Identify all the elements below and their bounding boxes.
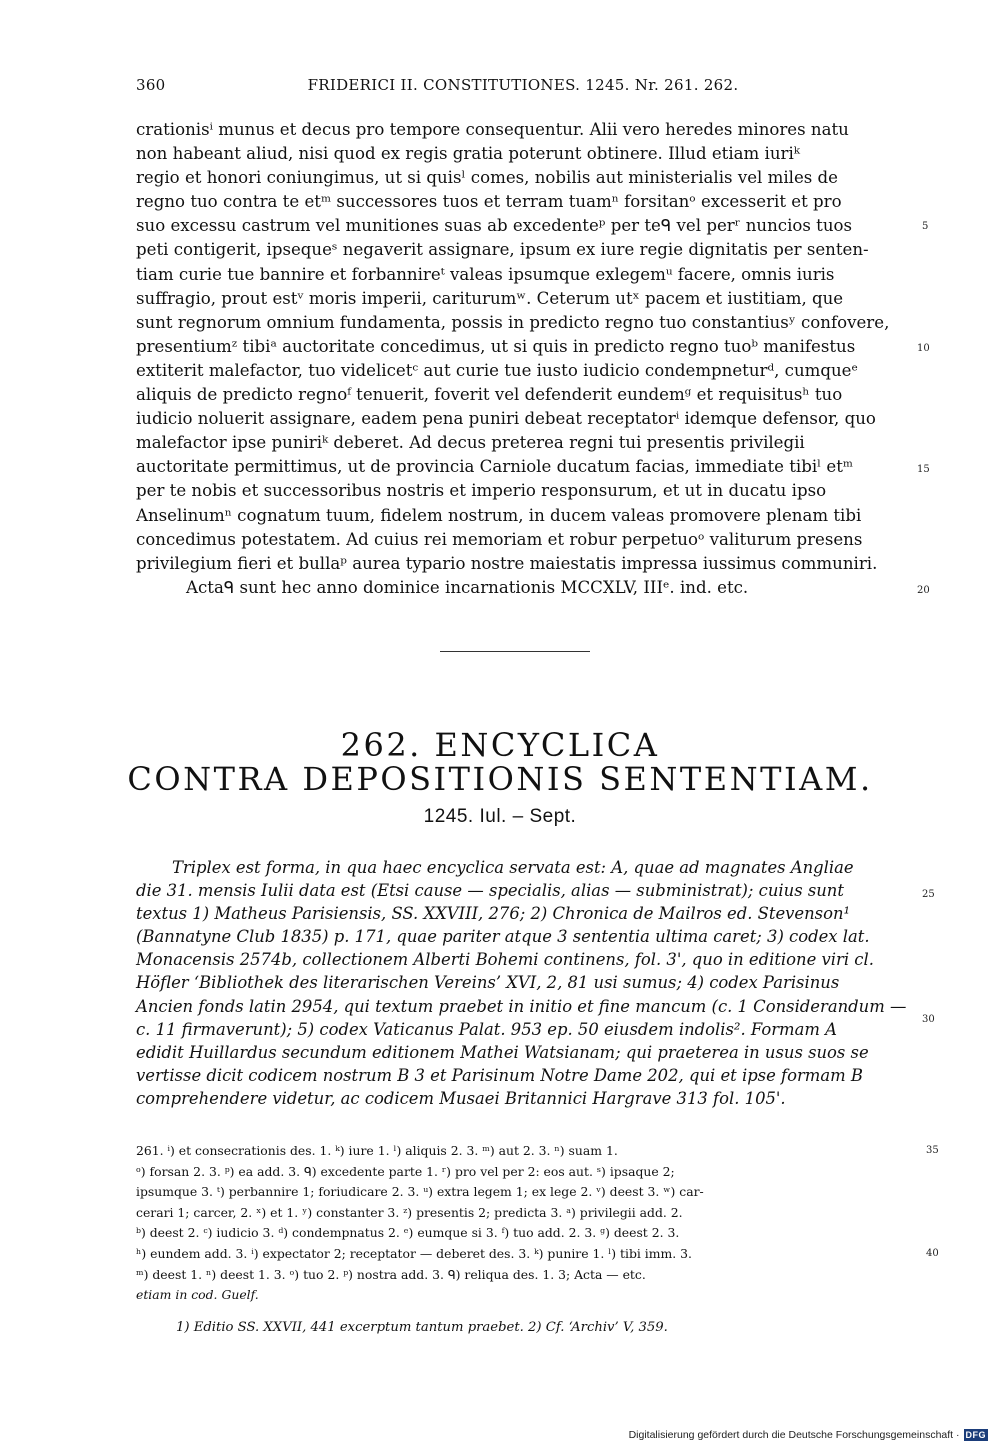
main-text (136, 118, 910, 600)
section-title: 262. ENCYCLICA (340, 726, 660, 764)
intro-line: textus 1) Matheus Parisiensis, SS. XXVIII, 276; 2) Chronica de Mailros ed. Stevenson¹ (136, 904, 851, 924)
text-line: sunt regnorum omnium fundamenta, possis in predicto regno tuo constantiusʸ confovere, (136, 312, 890, 332)
text-line: aliquis de predicto regnoᶠ tenuerit, foverit vel defenderit eundemᵍ et requisitusʰ tuo (136, 385, 843, 405)
critical-apparatus (136, 1141, 916, 1306)
text-line: peti contigerit, ipsequeˢ negaverit assignare, ipsum ex iure regie dignitatis per senten- (136, 240, 869, 260)
text-line: presentiumᶻ tibiᵃ auctoritate concedimus, ut si quis in predicto regno tuoᵇ manifestus (136, 336, 856, 356)
intro-line: comprehendere videtur, ac codicem Musaei Britannici Hargrave 313 fol. 105'. (136, 1088, 786, 1108)
page-number: 360 (136, 76, 166, 94)
text-line: malefactor ipse puniriᵏ deberet. Ad decus preterea regni tui presentis privilegii (136, 433, 805, 453)
apparatus-line: ᵒ) forsan 2. 3. ᵖ) ea add. 3. ᑫ) excedente parte 1. ʳ) pro vel per 2: eos aut. ˢ) ipsaque 2; (136, 1163, 675, 1179)
text-line: Actaᑫ sunt hec anno dominice incarnationis MCCXLV, IIIᵉ. ind. etc. (186, 577, 749, 597)
footnotes: 1) Editio SS. XXVII, 441 excerptum tantum praebet. 2) Cf. ‘Archiv’ V, 359. (176, 1320, 668, 1335)
apparatus-line: cerari 1; carcer, 2. ˣ) et 1. ʸ) constanter 3. ᶻ) presentis 2; predicta 3. ᵃ) privilegii add. 2. (136, 1204, 683, 1220)
intro-line: Monacensis 2574b, collectionem Alberti Bohemi continens, fol. 3', quo in editione viri cl. (136, 950, 874, 970)
line-number: 40 (926, 1248, 939, 1259)
line-number: 15 (917, 464, 930, 475)
line-number: 35 (926, 1145, 939, 1156)
intro-line: Ancien fonds latin 2954, qui textum praebet in initio et fine mancum (c. 1 Considerandum — (136, 996, 907, 1016)
apparatus-line: ʰ) eundem add. 3. ⁱ) expectator 2; receptator — deberet des. 3. ᵏ) punire 1. ˡ) tibi imm. 3. (136, 1245, 692, 1261)
intro-paragraph (136, 856, 910, 1110)
apparatus-line: 261. ⁱ) et consecrationis des. 1. ᵏ) iure 1. ˡ) aliquis 2. 3. ᵐ) aut 2. 3. ⁿ) suam 1. (136, 1143, 618, 1158)
line-number: 30 (922, 1014, 935, 1025)
section-date: 1245. Iul. – Sept. (423, 806, 577, 827)
text-line: concedimus potestatem. Ad cuius rei memoriam et robur perpetuoᵒ valiturum presens (136, 529, 863, 549)
line-number: 5 (922, 221, 929, 232)
text-line: Anselinumⁿ cognatum tuum, fidelem nostrum, in ducem valeas promovere plenam tibi (136, 505, 862, 525)
apparatus-line: ᵇ) deest 2. ᶜ) iudicio 3. ᵈ) condempnatus 2. ᵉ) eumque si 3. ᶠ) tuo add. 2. 3. ᵍ) deest 2. 3. (136, 1225, 680, 1241)
intro-line: (Bannatyne Club 1835) p. 171, quae pariter atque 3 sententia ultima caret; 3) codex lat. (136, 927, 870, 947)
intro-line: vertisse dicit codicem nostrum B 3 et Parisinum Notre Dame 202, qui et ipse formam B (136, 1065, 863, 1085)
dfg-logo: DFG (965, 1430, 986, 1440)
section-divider (440, 651, 590, 654)
text-line: regno tuo contra te etᵐ successores tuos et terram tuamⁿ forsitanᵒ excesserit et pro (136, 192, 842, 212)
line-number: 25 (922, 889, 935, 900)
text-line: iudicio noluerit assignare, eadem pena puniri debeat receptatorⁱ idemque defensor, quo (136, 409, 876, 429)
digitization-credit (629, 1428, 988, 1442)
apparatus-line: ipsumque 3. ᵗ) perbannire 1; foriudicare 2. 3. ᵘ) extra legem 1; ex lege 2. ᵛ) deest 3. ʷ) car- (136, 1184, 704, 1200)
intro-line: c. 11 firmaverunt); 5) codex Vaticanus Palat. 953 ep. 50 eiusdem indolis². Formam A (136, 1019, 837, 1039)
text-line: suffragio, prout estᵛ moris imperii, cariturumʷ. Ceterum utˣ pacem et iustitiam, que (136, 288, 844, 308)
page-header (136, 76, 910, 100)
running-title: FRIDERICI II. CONSTITUTIONES. 1245. Nr. 261. 262. (307, 76, 739, 94)
intro-line: die 31. mensis Iulii data est (Etsi cause — specialis, alias — subministrat); cuius sunt (136, 881, 844, 901)
line-number: 20 (917, 585, 930, 596)
intro-line: Höfler ‘Bibliothek des literarischen Vereins’ XVI, 2, 81 usi sumus; 4) codex Parisinus (136, 973, 840, 993)
text-line: crationisⁱ munus et decus pro tempore consequentur. Alii vero heredes minores natu (136, 120, 849, 139)
line-number: 10 (917, 343, 930, 354)
text-line: suo excessu castrum vel munitiones suas ab excedenteᵖ per teᑫ vel perʳ nuncios tuos (136, 216, 853, 236)
text-line: extiterit malefactor, tuo videlicetᶜ aut curie tue iusto iudicio condempneturᵈ, cumqueᵉ (136, 360, 858, 380)
intro-line: Triplex est forma, in qua haec encyclica servata est: A, quae ad magnates Angliae (172, 858, 854, 877)
text-line: regio et honori coniungimus, ut si quisˡ comes, nobilis aut ministerialis vel miles de (136, 168, 839, 188)
apparatus-line: ᵐ) deest 1. ⁿ) deest 1. 3. ᵒ) tuo 2. ᵖ) nostra add. 3. ᑫ) reliqua des. 1. 3; Acta — etc. (136, 1266, 646, 1282)
text-line: auctoritate permittimus, ut de provincia Carniole ducatum facias, immediate tibiˡ etᵐ (136, 457, 854, 477)
section-subtitle: CONTRA DEPOSITIONIS SENTENTIAM. (127, 760, 873, 798)
apparatus-line: etiam in cod. Guelf. (136, 1287, 259, 1303)
text-line: non habeant aliud, nisi quod ex regis gratia poterunt obtinere. Illud etiam iuriᵏ (136, 144, 800, 164)
text-line: per te nobis et successoribus nostris et imperio responsurum, et ut in ducatu ipso (136, 481, 827, 501)
text-line: privilegium fieri et bullaᵖ aurea typario nostre maiestatis impressa iussimus communiri. (136, 553, 878, 573)
text-line: tiam curie tue bannire et forbannireᵗ valeas ipsumque exlegemᵘ facere, omnis iuris (136, 264, 835, 284)
intro-line: edidit Huillardus secundum editionem Mathei Watsianam; qui praeterea in usus suos se (136, 1042, 869, 1062)
credit-text: Digitalisierung gefördert durch die Deutsche Forschungsgemeinschaft · (628, 1429, 960, 1441)
